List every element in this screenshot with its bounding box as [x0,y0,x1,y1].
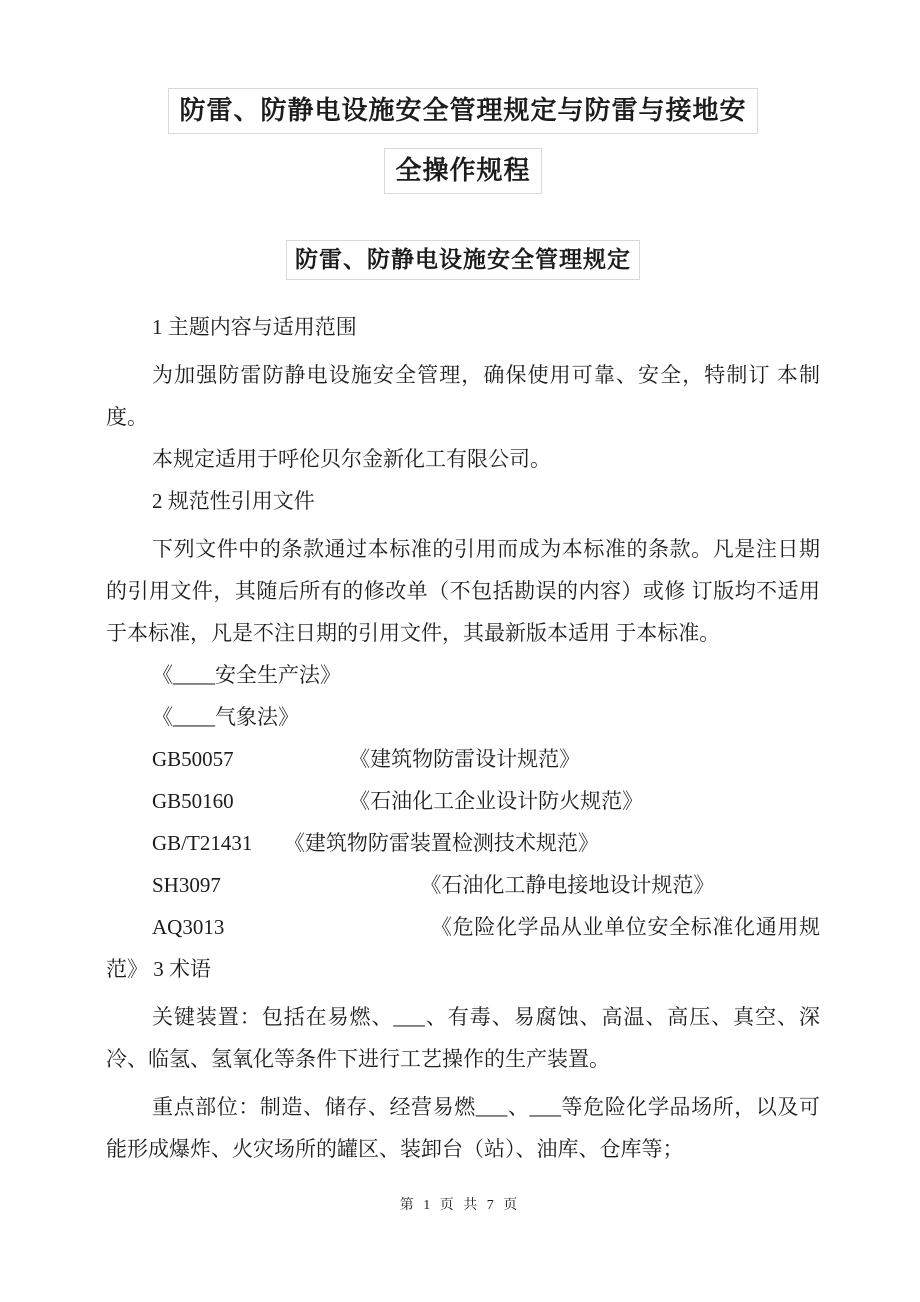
paragraph: 下列文件中的条款通过本标准的引用而成为本标准的条款。凡是注日期的引用文件，其随后所有的修改单（不包括勘误的内容）或修 订版均不适用于本标准，凡是不注日期的引用文件，其最新版本适用 于本标准。 [106,537,820,645]
reference-item: AQ3013 《危险化学品从业单位安全标准化通用规范》 3 术语 [106,915,820,981]
document-title-text-1: 防雷、防静电设施安全管理规定与防雷与接地安 [168,88,757,134]
document-body [106,306,820,1170]
paragraph: 为加强防雷防静电设施安全管理，确保使用可靠、安全，特制订 本制度。 [106,363,820,429]
reference-item: GB50057 《建筑物防雷设计规范》 [152,747,581,771]
reference-item: SH3097 《石油化工静电接地设计规范》 [152,873,715,897]
document-title-text-2: 全操作规程 [384,148,541,194]
paragraph: 关键装置：包括在易燃、___、有毒、易腐蚀、高温、高压、真空、深冷、临氢、氢氧化等条件下进行工艺操作的生产装置。 [106,1005,820,1071]
section-heading-text: 防雷、防静电设施安全管理规定 [286,240,640,280]
section-heading [106,240,820,280]
reference-item: GB50160 《石油化工企业设计防火规范》 [152,789,644,813]
paragraph: 重点部位：制造、储存、经营易燃___、___等危险化学品场所，以及可能形成爆炸、火灾场所的罐区、装卸台（站）、油库、仓库等； [106,1095,820,1161]
reference-item: GB/T21431 《建筑物防雷装置检测技术规范》 [152,831,599,855]
page-number: 第 1 页 共 7 页 [399,1198,521,1213]
document-title-line-2 [106,148,820,194]
reference-item: 《____安全生产法》 [152,663,341,687]
paragraph: 本规定适用于呼伦贝尔金新化工有限公司。 [152,447,551,471]
reference-item: 《____气象法》 [152,705,299,729]
document-title-line-1 [106,88,820,134]
paragraph-heading-1: 1 主题内容与适用范围 [152,315,357,339]
paragraph-heading-2: 2 规范性引用文件 [152,489,315,513]
